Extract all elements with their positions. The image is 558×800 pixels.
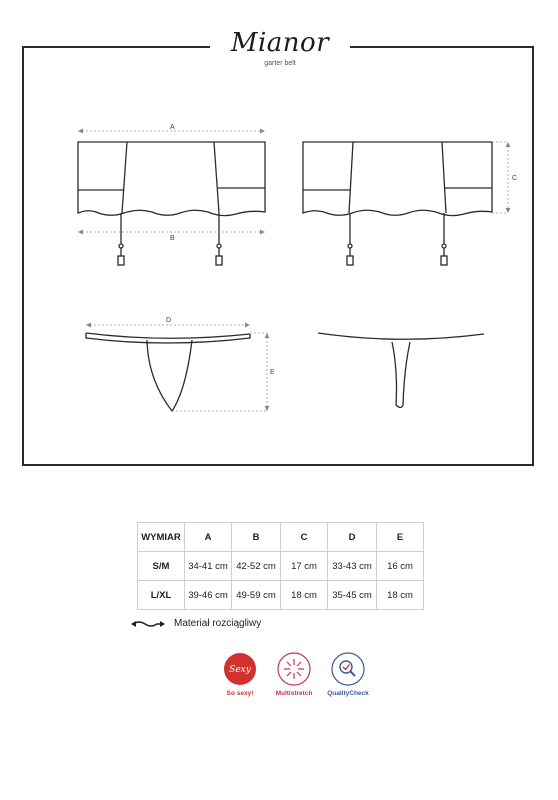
badge-multistretch <box>268 652 320 697</box>
table-cell: 34-41 cm <box>185 552 232 581</box>
table-row <box>138 552 424 581</box>
table-cell: 18 cm <box>377 581 424 610</box>
table-cell: 33-43 cm <box>328 552 377 581</box>
so-sexy-icon-text: Sexy <box>229 665 251 675</box>
so-sexy-icon <box>223 652 257 686</box>
multistretch-icon <box>277 652 311 686</box>
header-cell: C <box>281 523 328 552</box>
product-type: garter belt <box>264 60 296 67</box>
thong-back <box>318 333 484 408</box>
size-table <box>137 522 424 610</box>
header-cell: A <box>185 523 232 552</box>
material-label: Materiał rozciągliwy <box>174 618 262 629</box>
garter-belt-back <box>303 142 492 265</box>
table-cell: 17 cm <box>281 552 328 581</box>
dimension-a-label: A <box>170 124 175 131</box>
badge-quality-check <box>322 652 374 697</box>
table-cell: 42-52 cm <box>232 552 281 581</box>
dimension-e-label: E <box>270 369 275 376</box>
header-cell: B <box>232 523 281 552</box>
thong-front <box>86 333 250 411</box>
badge-label: Multistretch <box>275 690 313 697</box>
header-cell: WYMIAR <box>138 523 185 552</box>
feature-badges <box>214 652 376 697</box>
table-cell: 16 cm <box>377 552 424 581</box>
brand-logo: Mianor <box>230 28 330 58</box>
dimension-arrows <box>78 129 511 412</box>
table-cell: 39-46 cm <box>185 581 232 610</box>
table-cell: 35-45 cm <box>328 581 377 610</box>
size-cell: L/XL <box>138 581 185 610</box>
table-cell: 18 cm <box>281 581 328 610</box>
dimension-c-label: C <box>512 175 518 182</box>
garter-belt-front <box>78 142 265 265</box>
stretch-arrow-icon <box>130 619 166 629</box>
dimension-d-label: D <box>166 317 172 324</box>
badge-label: So sexy! <box>226 690 254 697</box>
material-note <box>130 618 261 629</box>
table-row <box>138 581 424 610</box>
size-table-header <box>138 523 424 552</box>
dimension-b-label: B <box>170 235 175 242</box>
badge-so-sexy <box>214 652 266 697</box>
quality-check-icon <box>331 652 365 686</box>
header-cell: D <box>328 523 377 552</box>
badge-label: QualityCheck <box>327 690 369 697</box>
header-cell: E <box>377 523 424 552</box>
table-cell: 49-59 cm <box>232 581 281 610</box>
size-cell: S/M <box>138 552 185 581</box>
